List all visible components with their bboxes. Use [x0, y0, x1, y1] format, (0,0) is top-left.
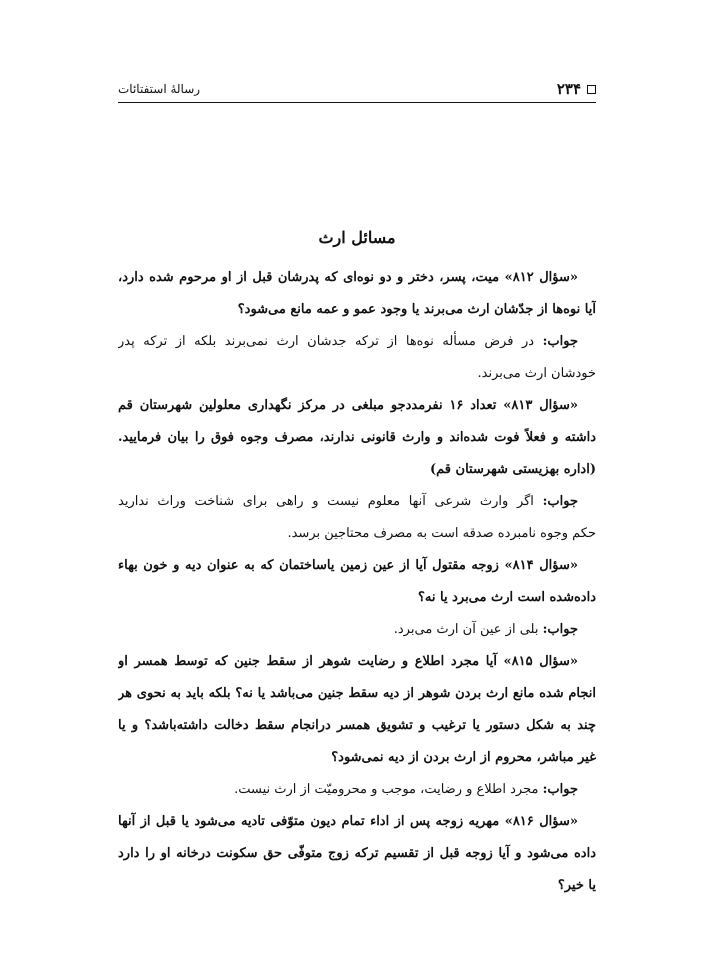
line-text: داده می‌شود و آیا زوجه قبل از تقسیم ترکه زوج متوفّی حق سکونت درخانه او را دارد	[118, 846, 596, 861]
line-text: مهریه زوجه پس از اداء تمام دیون متوّفی تادیه می‌شود یا قبل از آنها	[118, 814, 505, 829]
answer-line	[118, 326, 596, 358]
question-number: «سؤال ۸۱۶»	[504, 814, 578, 829]
line-text: یا خیر؟	[557, 878, 596, 893]
line-text: حکم وجوه نامبرده صدقه است به مصرف محتاجین برسد.	[287, 526, 596, 541]
question-number: «سؤال ۸۱۴»	[504, 558, 578, 573]
line-text: مجرد اطلاع و رضایت، موجب و محرومیّت از ارث نیست.	[234, 782, 543, 797]
answer-line	[118, 614, 596, 646]
page-number: ۲۳۴	[556, 80, 581, 98]
line-text: اگر وارث شرعی آنها معلوم نیست و راهی برای شناخت وراث ندارید	[118, 494, 543, 509]
line-text: چند به شکل دستور یا ترغیب و تشویق همسر درانجام سقط دخالت داشته‌باشد؟ و یا	[118, 718, 596, 733]
header-page-number	[557, 80, 596, 98]
body-text	[118, 262, 596, 902]
header-divider	[118, 102, 596, 103]
question-line	[118, 710, 596, 742]
question-line	[118, 646, 596, 678]
question-line	[118, 806, 596, 838]
answer-label: جواب:	[542, 782, 578, 797]
answer-label: جواب:	[542, 622, 578, 637]
answer-line	[118, 774, 596, 806]
line-text: آیا نوه‌ها از جدّشان ارث می‌برند یا وجود عمو و عمه مانع می‌شود؟	[237, 302, 596, 317]
question-number: «سؤال ۸۱۵»	[503, 654, 578, 669]
question-line	[118, 870, 596, 902]
running-header	[118, 78, 596, 100]
line-text: تعداد ۱۶ نفرمددجو مبلغی در مرکز نگهداری معلولین شهرستان قم	[118, 398, 504, 413]
section-title: مسائل ارث	[318, 228, 396, 247]
line-text: داده‌شده است ارث می‌برد یا نه؟	[417, 590, 596, 605]
line-text: خودشان ارث می‌برند.	[477, 366, 596, 381]
line-text: غیر مباشر، محروم از ارث بردن از دیه نمی‌شود؟	[331, 750, 596, 765]
question-line	[118, 262, 596, 294]
answer-line	[118, 486, 596, 518]
question-line	[118, 678, 596, 710]
answer-label: جواب:	[542, 334, 578, 349]
question-line	[118, 838, 596, 870]
line-text: آیا مجرد اطلاع و رضایت شوهر از سقط جنین که توسط همسر او	[118, 654, 504, 669]
answer-label: جواب:	[542, 494, 578, 509]
question-line	[118, 550, 596, 582]
question-number: «سؤال ۸۱۳»	[503, 398, 578, 413]
line-text: زوجه مقتول آیا از عین زمین یاساختمان که به عنوان دیه و خون بهاء	[118, 558, 505, 573]
question-line	[118, 582, 596, 614]
line-text: بلی از عین آن ارث می‌برد.	[393, 622, 543, 637]
answer-line	[118, 518, 596, 550]
question-line	[118, 454, 596, 486]
question-line	[118, 294, 596, 326]
line-text: میت، پسر، دختر و دو نوه‌ای که پدرشان قبل از او مرحوم شده دارد،	[118, 270, 505, 285]
header-book-title: رسالهٔ استفتائات	[118, 82, 201, 96]
question-line	[118, 422, 596, 454]
question-line	[118, 390, 596, 422]
line-text: انجام شده مانع ارث بردن شوهر از دیه سقط جنین می‌باشد یا نه؟ بلکه باید به نحوی هر	[118, 686, 596, 701]
square-bullet-icon	[587, 85, 596, 94]
line-text: داشته و فعلاً فوت شده‌اند و وارث قانونی ندارند، مصرف وجوه فوق را بیان فرمایید.	[118, 430, 596, 445]
line-text: (اداره بهزیستی شهرستان قم)	[430, 462, 596, 477]
question-number: «سؤال ۸۱۲»	[504, 270, 578, 285]
answer-line	[118, 358, 596, 390]
line-text: در فرض مسأله نوه‌ها از ترکه جدشان ارث نمی‌برند بلکه از ترکه پدر	[118, 334, 543, 349]
question-line	[118, 742, 596, 774]
